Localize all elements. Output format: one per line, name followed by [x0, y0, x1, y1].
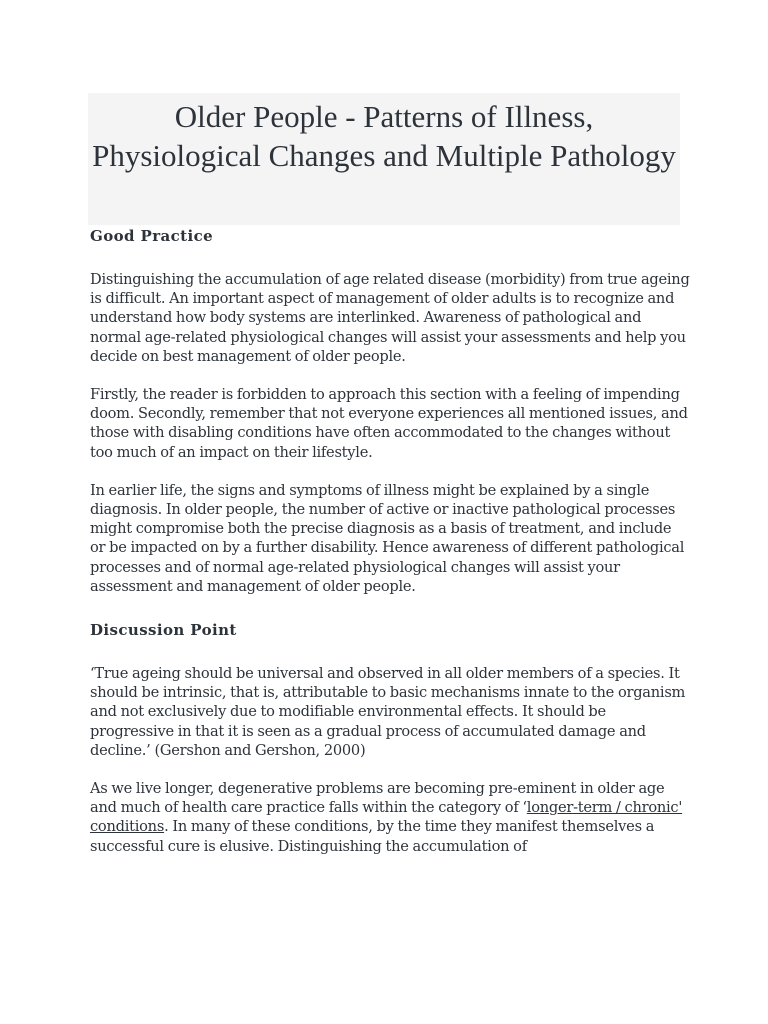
chronic-conditions-link[interactable]: longer-term / chronic' conditions: [90, 799, 683, 836]
paragraph-text: . In many of these conditions, by the time they manifest themselves a successful cure is elusive. Distinguishing the accumulation of: [90, 818, 655, 855]
paragraph: Distinguishing the accumulation of age related disease (morbidity) from true ageing is difficult. An important aspect of management of older adults is to recognize and understand how body systems are interlinked. Awareness of pathological and normal age-related physiological changes will assist your assessments and help you decide on best management of older people.: [90, 271, 690, 365]
paragraph-with-link: [90, 779, 690, 856]
paragraph-text: As we live longer, degenerative problems are becoming pre-eminent in older age and much of health care practice falls within the category of ‘: [90, 780, 665, 817]
paragraph: In earlier life, the signs and symptoms of illness might be explained by a single diagnosis. In older people, the number of active or inactive pathological processes might compromise both the precise diagnosis as a basis of treatment, and include or be impacted on by a further disability. Hence awareness of different pathological processes and of normal age-related physiological changes will assist your assessment and management of older people.: [90, 481, 685, 595]
quote-paragraph: ‘True ageing should be universal and observed in all older members of a species. It should be intrinsic, that is, attributable to basic mechanisms innate to the organism and not exclusively due to modifiable environmental effects. It should be progressive in that it is seen as a gradual process of accumulated damage and decline.’ (Gershon and Gershon, 2000): [90, 665, 686, 759]
section-heading-discussion-point: Discussion Point: [90, 621, 237, 640]
section-heading-good-practice: Good Practice: [90, 227, 214, 245]
document-body: [90, 224, 690, 856]
paragraph: Firstly, the reader is forbidden to approach this section with a feeling of impending doom. Secondly, remember that not everyone experiences all mentioned issues, and those with disabling conditions have often accommodated to the changes without too much of an impact on their lifestyle.: [90, 386, 688, 461]
title-banner: [88, 93, 680, 225]
page-title: Older People - Patterns of Illness, Physiological Changes and Multiple Pathology: [92, 99, 676, 173]
